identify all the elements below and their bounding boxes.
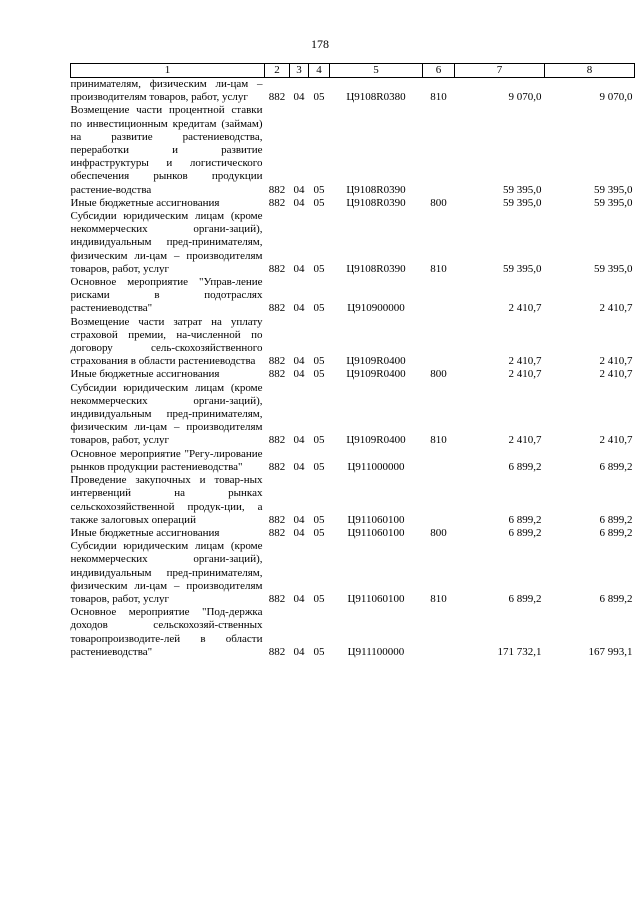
row-section-code: 04 — [293, 196, 305, 209]
row-description: Возмещение части затрат на уплату страховой премии, на-численной по договору сель-скохозяйственного страхования в области растениеводства — [70, 315, 263, 368]
table-row — [71, 606, 635, 659]
row-expense-type — [423, 448, 455, 474]
row-subsection-code: 05 — [313, 526, 325, 539]
row-expense-type: 810 — [430, 262, 447, 275]
row-amount-1: 59 395,0 — [503, 262, 542, 275]
row-amount-2: 6 899,2 — [599, 526, 633, 539]
row-amount-2: 2 410,7 — [599, 302, 633, 315]
row-amount-1: 6 899,2 — [508, 513, 542, 526]
table-row — [71, 382, 635, 448]
row-amount-2: 6 899,2 — [599, 513, 633, 526]
row-description: Возмещение части процентной ставки по инвестиционным кредитам (займам) на развитие растениеводства, переработки и развитие инфраструктуры и логистического обеспечения рынков продукции растение-водства — [70, 104, 263, 196]
row-description: Проведение закупочных и товар-ных интервенций на рынках сельскохозяйственной продук-ции, а также залоговых операций — [70, 474, 263, 526]
page-number: 178 — [311, 37, 329, 51]
table-body — [71, 78, 635, 659]
row-amount-2: 2 410,7 — [599, 368, 633, 381]
row-expense-type — [423, 104, 455, 196]
row-amount-2: 167 993,1 — [588, 645, 633, 658]
row-subsection-code: 05 — [313, 355, 325, 368]
budget-table — [70, 63, 635, 659]
row-description: Иные бюджетные ассигнования — [70, 196, 220, 209]
row-section-code: 04 — [293, 262, 305, 275]
row-subsection-code: 05 — [313, 513, 325, 526]
row-ministry-code: 882 — [268, 355, 286, 368]
table-row — [71, 104, 635, 196]
row-subsection-code: 05 — [313, 368, 325, 381]
row-section-code: 04 — [293, 645, 305, 658]
row-expense-type — [423, 316, 455, 369]
row-target-code: Ц911060100 — [347, 513, 405, 526]
row-amount-1: 6 899,2 — [508, 460, 542, 473]
row-amount-1: 2 410,7 — [508, 368, 542, 381]
row-expense-type: 810 — [430, 592, 447, 605]
row-expense-type — [423, 276, 455, 316]
table-row — [71, 474, 635, 527]
row-description: Основное мероприятие "Управ-ление рисками в подотраслях растениеводства" — [70, 276, 263, 315]
row-target-code: Ц911100000 — [347, 645, 405, 658]
row-amount-1: 59 395,0 — [503, 183, 542, 196]
row-amount-1: 2 410,7 — [508, 302, 542, 315]
row-amount-1: 2 410,7 — [508, 355, 542, 368]
row-ministry-code: 882 — [268, 460, 286, 473]
row-subsection-code: 05 — [313, 302, 325, 315]
table-row — [71, 448, 635, 474]
row-subsection-code: 05 — [313, 645, 325, 658]
row-description: Субсидии юридическим лицам (кроме некоммерческих органи-заций), индивидуальным пред-принимателям, физическим ли-цам – производителям товаров, работ, услуг — [70, 210, 263, 275]
row-section-code: 04 — [293, 460, 305, 473]
table-header-row — [71, 64, 635, 78]
row-section-code: 04 — [293, 526, 305, 539]
row-section-code: 04 — [293, 302, 305, 315]
row-description: Иные бюджетные ассигнования — [70, 368, 220, 381]
row-section-code: 04 — [293, 434, 305, 447]
row-target-code: Ц911060100 — [347, 592, 405, 605]
row-target-code: Ц9108R0390 — [346, 183, 406, 196]
row-ministry-code: 882 — [268, 513, 286, 526]
row-subsection-code: 05 — [313, 262, 325, 275]
row-ministry-code: 882 — [268, 645, 286, 658]
row-section-code: 04 — [293, 592, 305, 605]
row-expense-type: 800 — [430, 526, 447, 539]
row-target-code: Ц9108R0380 — [346, 91, 406, 104]
row-description: Иные бюджетные ассигнования — [70, 526, 220, 539]
row-target-code: Ц911000000 — [347, 460, 405, 473]
row-expense-type: 800 — [430, 368, 447, 381]
row-amount-2: 59 395,0 — [594, 262, 633, 275]
row-subsection-code: 05 — [313, 592, 325, 605]
row-description: Субсидии юридическим лицам (кроме некоммерческих органи-заций), индивидуальным пред-принимателям, физическим ли-цам – производителям товаров, работ, услуг — [70, 540, 263, 605]
table-row — [71, 276, 635, 316]
row-description: Основное мероприятие "Под-держка доходов сельскохозяй-ственных товаропроизводите-лей в области растениеводства" — [70, 606, 263, 658]
header-col-6: 6 — [423, 64, 455, 78]
row-subsection-code: 05 — [313, 196, 325, 209]
row-ministry-code: 882 — [268, 368, 286, 381]
table-row — [71, 527, 635, 540]
row-ministry-code: 882 — [268, 91, 286, 104]
row-amount-1: 9 070,0 — [508, 91, 542, 104]
row-target-code: Ц910900000 — [347, 302, 405, 315]
row-section-code: 04 — [293, 183, 305, 196]
table-row — [71, 368, 635, 381]
row-ministry-code: 882 — [268, 434, 286, 447]
row-ministry-code: 882 — [268, 526, 286, 539]
header-col-4: 4 — [309, 64, 330, 78]
table-row — [71, 197, 635, 210]
row-target-code: Ц911060100 — [347, 526, 405, 539]
row-target-code: Ц9109R0400 — [346, 355, 406, 368]
row-expense-type — [423, 474, 455, 527]
header-col-5: 5 — [330, 64, 423, 78]
table-row — [71, 78, 635, 105]
header-col-8: 8 — [545, 64, 635, 78]
header-col-3: 3 — [290, 64, 309, 78]
row-amount-2: 6 899,2 — [599, 460, 633, 473]
row-section-code: 04 — [293, 91, 305, 104]
header-col-2: 2 — [265, 64, 290, 78]
row-amount-1: 6 899,2 — [508, 592, 542, 605]
header-col-1: 1 — [71, 64, 265, 78]
row-ministry-code: 882 — [268, 196, 286, 209]
row-target-code: Ц9108R0390 — [346, 262, 406, 275]
row-description: принимателям, физическим ли-цам – производителям товаров, работ, услуг — [70, 78, 263, 104]
row-ministry-code: 882 — [268, 183, 286, 196]
row-section-code: 04 — [293, 355, 305, 368]
row-subsection-code: 05 — [313, 460, 325, 473]
table-row — [71, 210, 635, 276]
row-ministry-code: 882 — [268, 262, 286, 275]
row-amount-1: 171 732,1 — [497, 645, 542, 658]
row-amount-2: 59 395,0 — [594, 183, 633, 196]
row-expense-type: 810 — [430, 91, 447, 104]
row-description: Субсидии юридическим лицам (кроме некоммерческих органи-заций), индивидуальным пред-принимателям, физическим ли-цам – производителям товаров, работ, услуг — [70, 381, 263, 447]
row-target-code: Ц9109R0400 — [346, 434, 406, 447]
row-section-code: 04 — [293, 513, 305, 526]
table-row — [71, 540, 635, 606]
row-amount-1: 6 899,2 — [508, 526, 542, 539]
row-ministry-code: 882 — [268, 592, 286, 605]
row-subsection-code: 05 — [313, 91, 325, 104]
row-ministry-code: 882 — [268, 302, 286, 315]
row-subsection-code: 05 — [313, 183, 325, 196]
row-amount-1: 59 395,0 — [503, 196, 542, 209]
row-subsection-code: 05 — [313, 434, 325, 447]
row-target-code: Ц9109R0400 — [346, 368, 406, 381]
row-expense-type: 800 — [430, 196, 447, 209]
row-description: Основное мероприятие "Регу-лирование рынков продукции растениеводства" — [70, 447, 263, 473]
row-amount-2: 6 899,2 — [599, 592, 633, 605]
header-col-7: 7 — [455, 64, 545, 78]
row-amount-1: 2 410,7 — [508, 434, 542, 447]
row-target-code: Ц9108R0390 — [346, 196, 406, 209]
row-amount-2: 2 410,7 — [599, 434, 633, 447]
row-section-code: 04 — [293, 368, 305, 381]
row-amount-2: 2 410,7 — [599, 355, 633, 368]
row-expense-type: 810 — [430, 434, 447, 447]
row-amount-2: 59 395,0 — [594, 196, 633, 209]
row-expense-type — [423, 606, 455, 659]
row-amount-2: 9 070,0 — [599, 91, 633, 104]
table-row — [71, 316, 635, 369]
